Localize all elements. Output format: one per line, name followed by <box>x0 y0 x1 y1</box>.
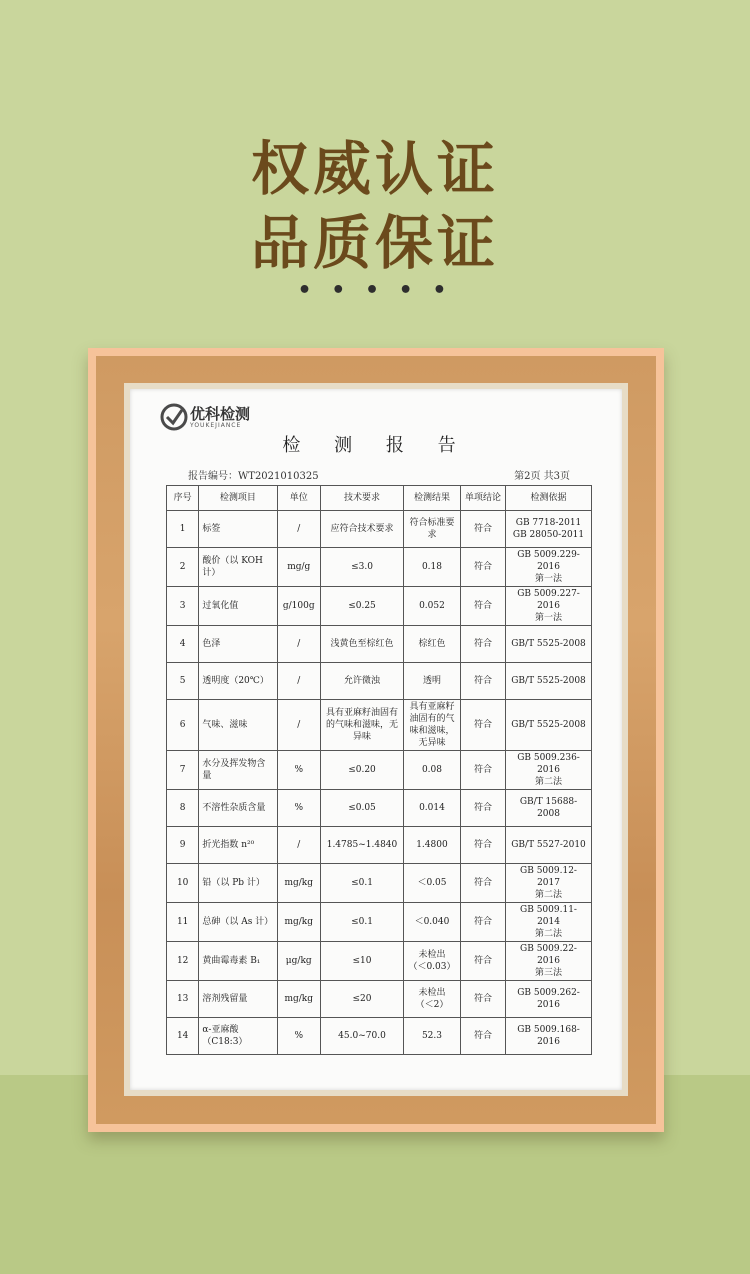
cell-no: 12 <box>167 942 199 981</box>
cell-requirement: ≤0.25 <box>320 587 403 626</box>
cell-conclusion: 符合 <box>460 511 505 548</box>
table-row <box>167 981 592 1018</box>
cell-requirement: 应符合技术要求 <box>320 511 403 548</box>
cell-item: 透明度（20℃） <box>199 663 277 700</box>
decorative-dots: • • • • • <box>297 278 453 303</box>
cell-method: GB/T 5527-2010 <box>506 827 592 864</box>
cell-conclusion: 符合 <box>460 827 505 864</box>
page-number: 第2页 共3页 <box>514 471 570 482</box>
cell-item: 铅（以 Pb 计） <box>199 864 277 903</box>
cell-unit: / <box>277 827 320 864</box>
cell-result: 透明 <box>404 663 461 700</box>
header-result: 检测结果 <box>404 486 461 511</box>
logo-subtitle: YOUKEJIANCE <box>190 422 242 429</box>
cell-method: GB 5009.227-2016 第一法 <box>506 587 592 626</box>
table-row <box>167 864 592 903</box>
cell-result: 未检出 （＜2） <box>404 981 461 1018</box>
cell-unit: μg/kg <box>277 942 320 981</box>
cell-result: ＜0.040 <box>404 903 461 942</box>
cell-result: 52.3 <box>404 1018 461 1055</box>
cell-method: GB 5009.22-2016 第三法 <box>506 942 592 981</box>
cell-no: 13 <box>167 981 199 1018</box>
cell-no: 14 <box>167 1018 199 1055</box>
table-row <box>167 1018 592 1055</box>
table-row <box>167 942 592 981</box>
table-row <box>167 903 592 942</box>
cell-unit: mg/g <box>277 548 320 587</box>
cell-method: GB 7718-2011 GB 28050-2011 <box>506 511 592 548</box>
cell-requirement: ≤20 <box>320 981 403 1018</box>
headline-quality: 品质保证 <box>250 209 499 277</box>
report-number: 报告编号：WT2021010325 <box>188 471 319 482</box>
cell-item: 色泽 <box>199 626 277 663</box>
cell-result: 0.18 <box>404 548 461 587</box>
header-item: 检测项目 <box>199 486 277 511</box>
cell-no: 8 <box>167 790 199 827</box>
cell-unit: / <box>277 700 320 751</box>
cell-method: GB/T 5525-2008 <box>506 700 592 751</box>
cell-no: 2 <box>167 548 199 587</box>
cell-conclusion: 符合 <box>460 1018 505 1055</box>
table-row <box>167 751 592 790</box>
cell-no: 6 <box>167 700 199 751</box>
header-method: 检测依据 <box>506 486 592 511</box>
table-row <box>167 511 592 548</box>
table-row <box>167 548 592 587</box>
cell-item: 过氧化值 <box>199 587 277 626</box>
cell-item: 气味、滋味 <box>199 700 277 751</box>
cell-conclusion: 符合 <box>460 700 505 751</box>
cell-no: 7 <box>167 751 199 790</box>
cell-no: 1 <box>167 511 199 548</box>
table-row <box>167 587 592 626</box>
cell-requirement: ≤0.05 <box>320 790 403 827</box>
cell-conclusion: 符合 <box>460 751 505 790</box>
cell-unit: mg/kg <box>277 903 320 942</box>
cell-item: 不溶性杂质含量 <box>199 790 277 827</box>
cell-method: GB 5009.236-2016 第二法 <box>506 751 592 790</box>
cell-method: GB 5009.229-2016 第一法 <box>506 548 592 587</box>
cell-method: GB 5009.12-2017 第二法 <box>506 864 592 903</box>
cell-no: 11 <box>167 903 199 942</box>
cell-item: 黄曲霉毒素 B₁ <box>199 942 277 981</box>
cell-conclusion: 符合 <box>460 587 505 626</box>
table-row <box>167 626 592 663</box>
cell-requirement: 允许微浊 <box>320 663 403 700</box>
cell-conclusion: 符合 <box>460 790 505 827</box>
cell-conclusion: 符合 <box>460 981 505 1018</box>
cell-requirement: 具有亚麻籽油固有的气味和滋味，无异味 <box>320 700 403 751</box>
table-row <box>167 663 592 700</box>
report-title: 检 测 报 告 <box>282 435 470 456</box>
cell-method: GB/T 15688-2008 <box>506 790 592 827</box>
cell-no: 5 <box>167 663 199 700</box>
report-table <box>166 485 592 1055</box>
cell-no: 3 <box>167 587 199 626</box>
cell-unit: / <box>277 626 320 663</box>
header-no: 序号 <box>167 486 199 511</box>
cell-item: α-亚麻酸（C18:3） <box>199 1018 277 1055</box>
cell-item: 溶剂残留量 <box>199 981 277 1018</box>
cell-result: 符合标准要求 <box>404 511 461 548</box>
cell-unit: / <box>277 663 320 700</box>
cell-result: 棕红色 <box>404 626 461 663</box>
cell-conclusion: 符合 <box>460 942 505 981</box>
cell-unit: % <box>277 751 320 790</box>
cell-result: 0.014 <box>404 790 461 827</box>
cell-no: 9 <box>167 827 199 864</box>
cell-requirement: 1.4785~1.4840 <box>320 827 403 864</box>
cell-requirement: ≤0.1 <box>320 864 403 903</box>
cell-method: GB 5009.11-2014 第二法 <box>506 903 592 942</box>
logo-name: 优科检测 <box>190 405 251 423</box>
cell-item: 水分及挥发物含量 <box>199 751 277 790</box>
cell-item: 酸价（以 KOH 计） <box>199 548 277 587</box>
cell-unit: % <box>277 790 320 827</box>
table-row <box>167 827 592 864</box>
cell-result: 0.08 <box>404 751 461 790</box>
header-requirement: 技术要求 <box>320 486 403 511</box>
cell-unit: mg/kg <box>277 981 320 1018</box>
table-row <box>167 790 592 827</box>
cell-requirement: ≤3.0 <box>320 548 403 587</box>
cell-result: ＜0.05 <box>404 864 461 903</box>
cell-no: 4 <box>167 626 199 663</box>
header-unit: 单位 <box>277 486 320 511</box>
report-paper <box>130 389 622 1090</box>
cell-no: 10 <box>167 864 199 903</box>
cell-item: 标签 <box>199 511 277 548</box>
cell-item: 折光指数 n²⁰ <box>199 827 277 864</box>
cell-unit: mg/kg <box>277 864 320 903</box>
cell-method: GB/T 5525-2008 <box>506 626 592 663</box>
table-row <box>167 700 592 751</box>
headline-authority: 权威认证 <box>250 135 499 203</box>
header-conclusion: 单项结论 <box>460 486 505 511</box>
cell-method: GB 5009.168-2016 <box>506 1018 592 1055</box>
cell-conclusion: 符合 <box>460 626 505 663</box>
cell-requirement: ≤0.20 <box>320 751 403 790</box>
cell-conclusion: 符合 <box>460 548 505 587</box>
logo-mark-icon <box>160 403 188 431</box>
cell-unit: % <box>277 1018 320 1055</box>
cell-requirement: 浅黄色至棕红色 <box>320 626 403 663</box>
cell-requirement: ≤10 <box>320 942 403 981</box>
cell-method: GB/T 5525-2008 <box>506 663 592 700</box>
cell-requirement: ≤0.1 <box>320 903 403 942</box>
cell-requirement: 45.0~70.0 <box>320 1018 403 1055</box>
cell-result: 未检出 （＜0.03） <box>404 942 461 981</box>
cell-conclusion: 符合 <box>460 663 505 700</box>
table-header-row <box>167 486 592 511</box>
cell-conclusion: 符合 <box>460 903 505 942</box>
cell-conclusion: 符合 <box>460 864 505 903</box>
cell-method: GB 5009.262-2016 <box>506 981 592 1018</box>
cell-unit: / <box>277 511 320 548</box>
cell-result: 0.052 <box>404 587 461 626</box>
cell-item: 总砷（以 As 计） <box>199 903 277 942</box>
cell-result: 具有亚麻籽油固有的气味和滋味，无异味 <box>404 700 461 751</box>
cell-result: 1.4800 <box>404 827 461 864</box>
cell-unit: g/100g <box>277 587 320 626</box>
